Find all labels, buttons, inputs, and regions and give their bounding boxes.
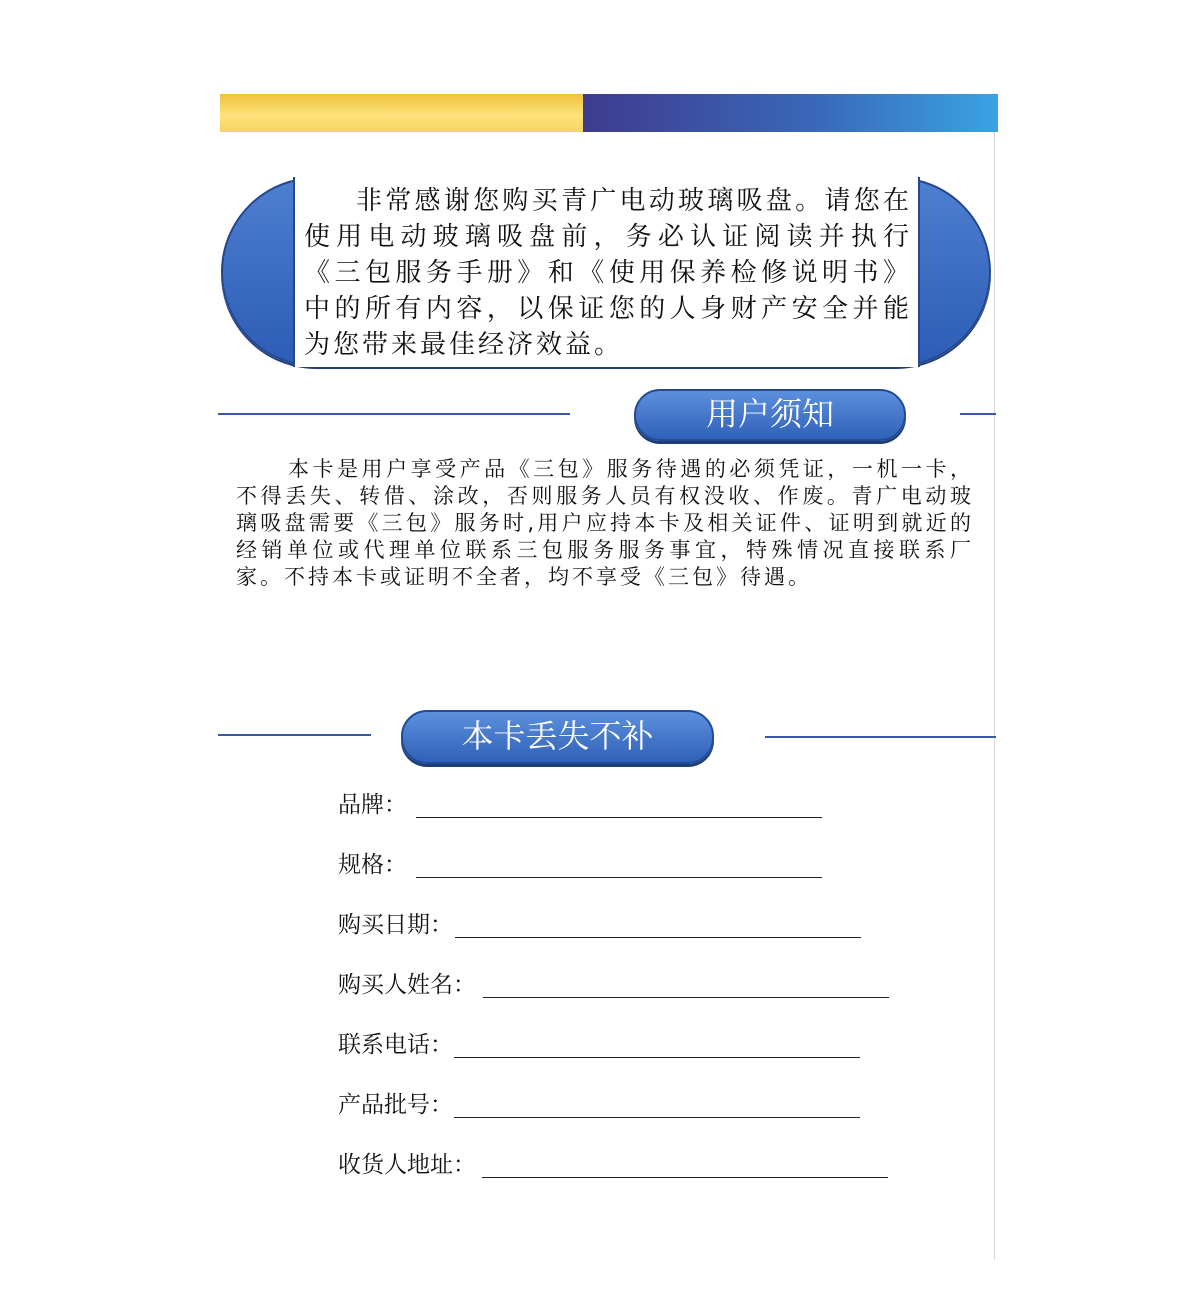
field-consignee-address-label: 收货人地址： <box>338 1152 476 1178</box>
field-batch-number-line[interactable] <box>454 1117 860 1118</box>
field-buyer-name-line[interactable] <box>483 997 889 998</box>
card-heading: 本卡丢失不补 <box>401 710 714 764</box>
field-brand-line[interactable] <box>416 817 822 818</box>
field-purchase-date-line[interactable] <box>455 937 861 938</box>
notice-paragraph: 本卡是用户享受产品《三包》服务待遇的必须凭证，一机一卡，不得丢失、转借、涂改，否则服务人员有权没收、作废。青广电动玻璃吸盘需要《三包》服务时,用户应持本卡及相关证件、证明到就近的经销单位或代理单位联系三包服务服务事宜，特殊情况直接联系厂家。不持本卡或证明不全者，均不享受《三包》待遇。 <box>236 457 974 589</box>
card-rule-left <box>218 734 371 736</box>
intro-paragraph: 非常感谢您购买青广电动玻璃吸盘。请您在使用电动玻璃吸盘前，务必认证阅读并执行《三包服务手册》和《使用保养检修说明书》中的所有内容，以保证您的人身财产安全并能为您带来最佳经济效益。 <box>304 186 912 360</box>
header-bar-blue <box>583 94 998 132</box>
field-brand[interactable] <box>338 780 828 820</box>
field-spec-line[interactable] <box>416 877 822 878</box>
field-batch-number[interactable] <box>338 1080 868 1120</box>
field-spec-label: 规格： <box>338 852 407 878</box>
card-rule-right <box>765 736 996 738</box>
field-purchase-date[interactable] <box>338 900 868 940</box>
notice-heading: 用户须知 <box>634 389 906 441</box>
field-brand-label: 品牌： <box>338 792 407 818</box>
field-buyer-name[interactable] <box>338 960 898 1000</box>
header-bar-yellow <box>220 94 583 132</box>
notice-rule-right <box>960 413 996 415</box>
field-purchase-date-label: 购买日期： <box>338 912 453 938</box>
header-color-bar <box>220 94 998 132</box>
field-buyer-name-label: 购买人姓名： <box>338 972 476 998</box>
field-phone[interactable] <box>338 1020 868 1060</box>
field-spec[interactable] <box>338 840 828 880</box>
field-batch-number-label: 产品批号： <box>338 1092 453 1118</box>
field-consignee-address[interactable] <box>338 1140 898 1180</box>
field-phone-line[interactable] <box>454 1057 860 1058</box>
field-consignee-address-line[interactable] <box>482 1177 888 1178</box>
notice-rule-left <box>218 413 570 415</box>
field-phone-label: 联系电话： <box>338 1032 453 1058</box>
page-edge-line <box>994 130 995 1260</box>
